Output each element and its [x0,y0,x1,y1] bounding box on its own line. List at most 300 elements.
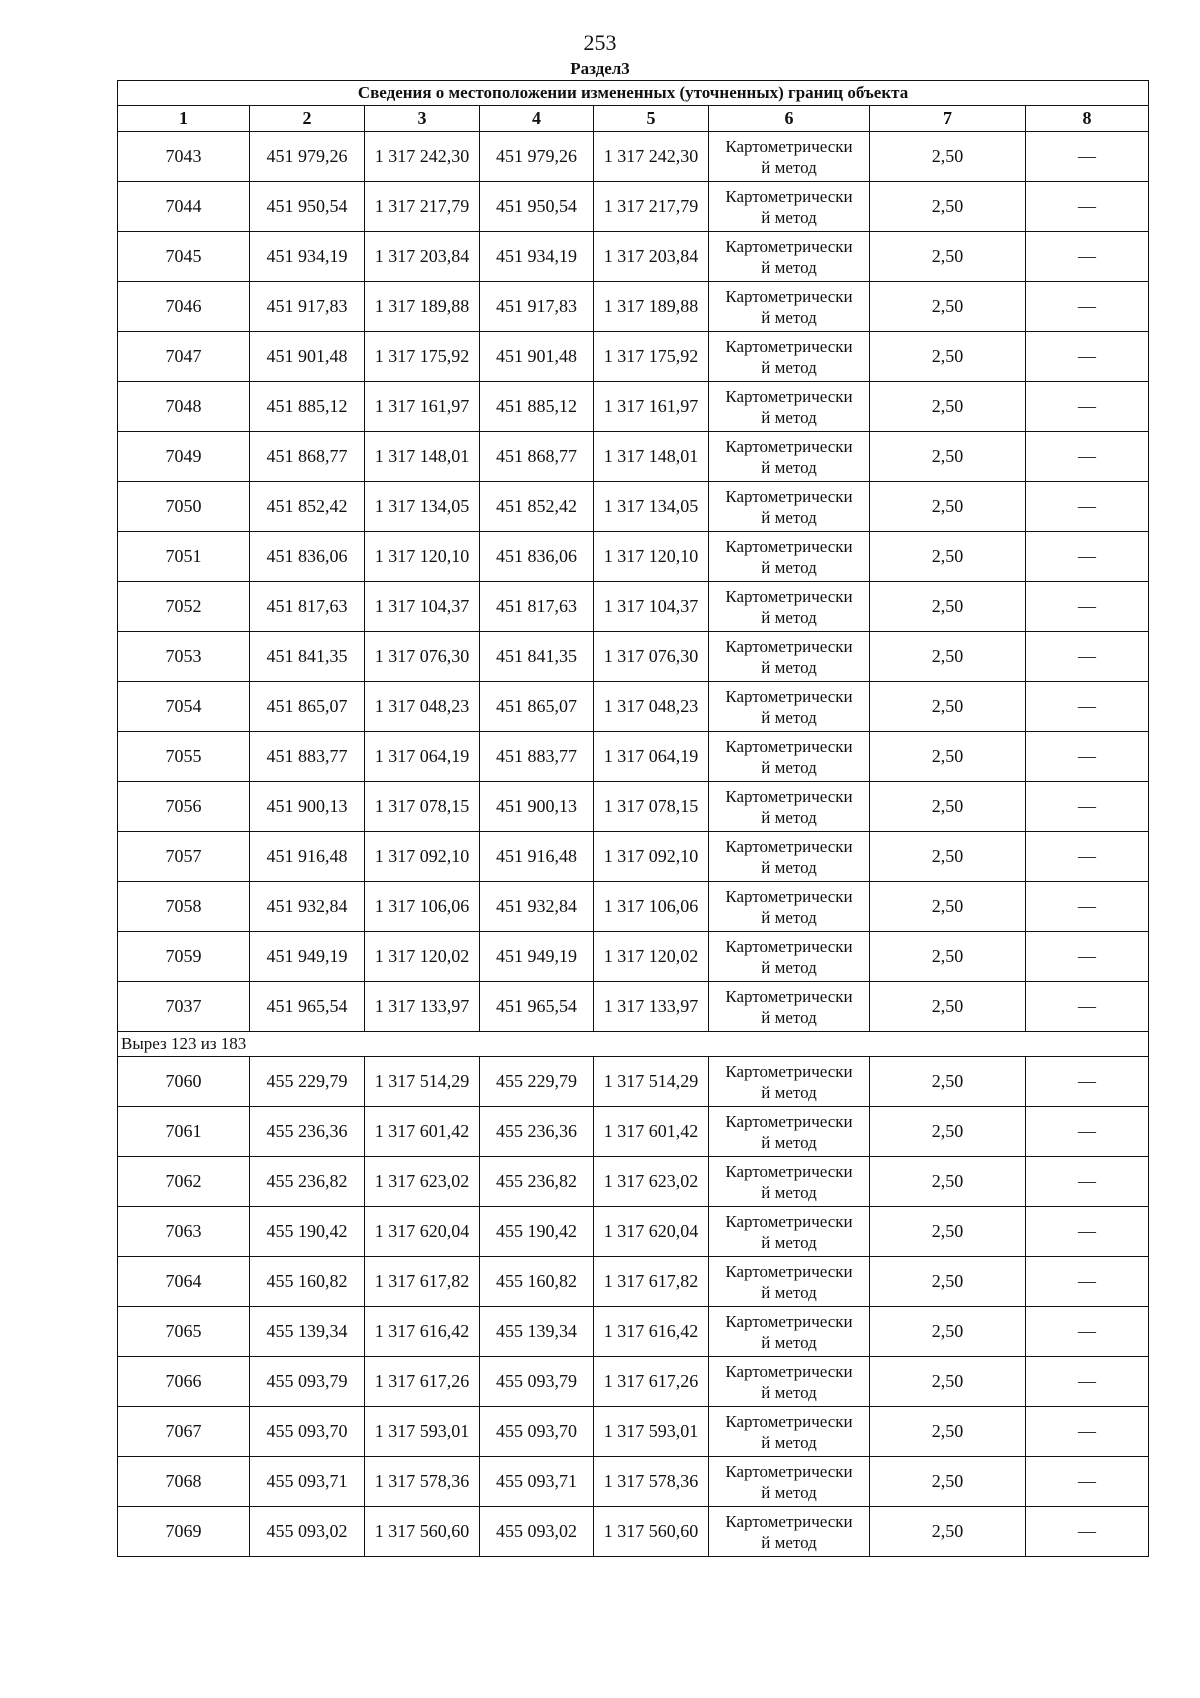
accuracy-cell: 2,50 [870,1107,1026,1157]
existing-y-cell: 1 317 189,88 [365,282,480,332]
method-cell [709,1107,870,1157]
method-line-2: й метод [761,1432,817,1452]
column-number: 3 [365,106,480,132]
method-line-2: й метод [761,707,817,727]
point-number-cell: 7048 [118,382,250,432]
existing-x-cell: 455 139,34 [250,1307,365,1357]
refined-y-cell: 1 317 217,79 [594,182,709,232]
method-line-1: Картометрически [725,186,853,206]
existing-x-cell: 451 965,54 [250,982,365,1032]
method-line-2: й метод [761,1382,817,1402]
refined-y-cell: 1 317 601,42 [594,1107,709,1157]
table-row [118,932,1149,982]
accuracy-cell: 2,50 [870,382,1026,432]
method-line-2: й метод [761,1007,817,1027]
existing-x-cell: 455 160,82 [250,1257,365,1307]
method-line-2: й метод [761,757,817,777]
method-line-1: Картометрически [725,1111,853,1131]
method-line-1: Картометрически [725,736,853,756]
point-number-cell: 7050 [118,482,250,532]
column-number: 2 [250,106,365,132]
accuracy-cell: 2,50 [870,232,1026,282]
method-line-2: й метод [761,307,817,327]
table-row [118,1457,1149,1507]
accuracy-cell: 2,50 [870,982,1026,1032]
method-line-2: й метод [761,257,817,277]
existing-x-cell: 451 901,48 [250,332,365,382]
table-row [118,1257,1149,1307]
method-line-1: Картометрически [725,1311,853,1331]
method-line-1: Картометрически [725,936,853,956]
refined-x-cell: 451 836,06 [480,532,594,582]
point-number-cell: 7052 [118,582,250,632]
existing-y-cell: 1 317 203,84 [365,232,480,282]
method-cell [709,332,870,382]
refined-x-cell: 455 093,71 [480,1457,594,1507]
refined-y-cell: 1 317 617,26 [594,1357,709,1407]
table-row [118,732,1149,782]
point-number-cell: 7067 [118,1407,250,1457]
accuracy-cell: 2,50 [870,582,1026,632]
method-line-1: Картометрически [725,986,853,1006]
note-cell: — [1026,282,1149,332]
method-line-2: й метод [761,507,817,527]
method-cell [709,1407,870,1457]
method-cell [709,532,870,582]
method-cell [709,1057,870,1107]
note-cell: — [1026,1307,1149,1357]
existing-y-cell: 1 317 242,30 [365,132,480,182]
method-cell [709,132,870,182]
method-line-1: Картометрически [725,886,853,906]
method-cell [709,282,870,332]
existing-x-cell: 455 229,79 [250,1057,365,1107]
note-cell: — [1026,1107,1149,1157]
accuracy-cell: 2,50 [870,732,1026,782]
refined-y-cell: 1 317 242,30 [594,132,709,182]
point-number-cell: 7049 [118,432,250,482]
refined-x-cell: 451 901,48 [480,332,594,382]
method-line-2: й метод [761,1482,817,1502]
refined-x-cell: 451 900,13 [480,782,594,832]
existing-y-cell: 1 317 120,10 [365,532,480,582]
note-cell: — [1026,232,1149,282]
method-line-2: й метод [761,607,817,627]
method-cell [709,1157,870,1207]
method-line-1: Картометрически [725,1061,853,1081]
existing-x-cell: 455 236,36 [250,1107,365,1157]
point-number-cell: 7047 [118,332,250,382]
table-row [118,582,1149,632]
note-cell: — [1026,532,1149,582]
existing-x-cell: 451 900,13 [250,782,365,832]
accuracy-cell: 2,50 [870,782,1026,832]
existing-x-cell: 451 950,54 [250,182,365,232]
method-line-1: Картометрически [725,436,853,456]
refined-x-cell: 451 979,26 [480,132,594,182]
note-cell: — [1026,382,1149,432]
table-caption: Сведения о местоположении измененных (уточненных) границ объекта [118,81,1149,106]
table-row [118,532,1149,582]
method-cell [709,982,870,1032]
note-cell: — [1026,332,1149,382]
existing-x-cell: 451 868,77 [250,432,365,482]
table-row [118,1207,1149,1257]
point-number-cell: 7061 [118,1107,250,1157]
method-line-1: Картометрически [725,1511,853,1531]
method-line-2: й метод [761,1332,817,1352]
note-cell: — [1026,782,1149,832]
method-line-2: й метод [761,357,817,377]
note-cell: — [1026,582,1149,632]
point-number-cell: 7045 [118,232,250,282]
method-cell [709,1457,870,1507]
method-cell [709,732,870,782]
note-cell: — [1026,1257,1149,1307]
existing-y-cell: 1 317 601,42 [365,1107,480,1157]
note-cell: — [1026,682,1149,732]
method-line-2: й метод [761,1082,817,1102]
method-line-1: Картометрически [725,1461,853,1481]
accuracy-cell: 2,50 [870,882,1026,932]
column-number: 8 [1026,106,1149,132]
refined-x-cell: 451 934,19 [480,232,594,282]
existing-y-cell: 1 317 623,02 [365,1157,480,1207]
refined-y-cell: 1 317 064,19 [594,732,709,782]
table-body [118,132,1149,1557]
method-line-1: Картометрически [725,286,853,306]
column-number-row [118,106,1149,132]
existing-x-cell: 455 093,79 [250,1357,365,1407]
method-line-2: й метод [761,1232,817,1252]
method-line-2: й метод [761,807,817,827]
refined-x-cell: 455 160,82 [480,1257,594,1307]
table-row [118,282,1149,332]
accuracy-cell: 2,50 [870,932,1026,982]
existing-x-cell: 451 865,07 [250,682,365,732]
method-line-1: Картометрически [725,786,853,806]
existing-y-cell: 1 317 106,06 [365,882,480,932]
existing-y-cell: 1 317 617,26 [365,1357,480,1407]
table-row [118,482,1149,532]
refined-x-cell: 451 917,83 [480,282,594,332]
method-line-1: Картометрически [725,486,853,506]
point-number-cell: 7056 [118,782,250,832]
point-number-cell: 7055 [118,732,250,782]
accuracy-cell: 2,50 [870,1207,1026,1257]
refined-x-cell: 451 965,54 [480,982,594,1032]
existing-y-cell: 1 317 048,23 [365,682,480,732]
method-cell [709,1207,870,1257]
point-number-cell: 7068 [118,1457,250,1507]
point-number-cell: 7037 [118,982,250,1032]
refined-y-cell: 1 317 593,01 [594,1407,709,1457]
point-number-cell: 7063 [118,1207,250,1257]
note-cell: — [1026,1457,1149,1507]
existing-x-cell: 451 916,48 [250,832,365,882]
subsection-row [118,1032,1149,1057]
method-cell [709,1507,870,1557]
column-number: 4 [480,106,594,132]
accuracy-cell: 2,50 [870,1357,1026,1407]
point-number-cell: 7060 [118,1057,250,1107]
existing-y-cell: 1 317 617,82 [365,1257,480,1307]
accuracy-cell: 2,50 [870,132,1026,182]
table-row [118,1307,1149,1357]
table-row [118,782,1149,832]
accuracy-cell: 2,50 [870,832,1026,882]
method-line-2: й метод [761,1182,817,1202]
refined-y-cell: 1 317 106,06 [594,882,709,932]
method-line-1: Картометрически [725,1361,853,1381]
accuracy-cell: 2,50 [870,632,1026,682]
existing-y-cell: 1 317 514,29 [365,1057,480,1107]
point-number-cell: 7043 [118,132,250,182]
table-row [118,982,1149,1032]
point-number-cell: 7059 [118,932,250,982]
accuracy-cell: 2,50 [870,482,1026,532]
refined-x-cell: 451 841,35 [480,632,594,682]
point-number-cell: 7044 [118,182,250,232]
note-cell: — [1026,732,1149,782]
note-cell: — [1026,832,1149,882]
table-row [118,1157,1149,1207]
table-row [118,832,1149,882]
method-line-2: й метод [761,1282,817,1302]
refined-y-cell: 1 317 161,97 [594,382,709,432]
existing-x-cell: 455 093,71 [250,1457,365,1507]
existing-y-cell: 1 317 120,02 [365,932,480,982]
method-cell [709,582,870,632]
refined-y-cell: 1 317 120,10 [594,532,709,582]
existing-x-cell: 455 093,02 [250,1507,365,1557]
existing-x-cell: 451 817,63 [250,582,365,632]
existing-x-cell: 451 917,83 [250,282,365,332]
column-number: 6 [709,106,870,132]
point-number-cell: 7057 [118,832,250,882]
refined-x-cell: 451 817,63 [480,582,594,632]
refined-y-cell: 1 317 203,84 [594,232,709,282]
refined-x-cell: 451 950,54 [480,182,594,232]
note-cell: — [1026,132,1149,182]
method-cell [709,932,870,982]
method-line-2: й метод [761,957,817,977]
refined-y-cell: 1 317 120,02 [594,932,709,982]
note-cell: — [1026,982,1149,1032]
method-line-1: Картометрически [725,1261,853,1281]
method-line-2: й метод [761,457,817,477]
existing-x-cell: 455 236,82 [250,1157,365,1207]
refined-x-cell: 455 236,82 [480,1157,594,1207]
table-row [118,682,1149,732]
method-cell [709,682,870,732]
method-line-2: й метод [761,857,817,877]
method-cell [709,832,870,882]
point-number-cell: 7058 [118,882,250,932]
refined-y-cell: 1 317 616,42 [594,1307,709,1357]
existing-x-cell: 451 885,12 [250,382,365,432]
method-line-2: й метод [761,407,817,427]
existing-x-cell: 451 852,42 [250,482,365,532]
point-number-cell: 7069 [118,1507,250,1557]
refined-x-cell: 455 093,02 [480,1507,594,1557]
table-row [118,132,1149,182]
page-number: 253 [583,30,617,55]
note-cell: — [1026,1157,1149,1207]
table-row [118,182,1149,232]
existing-y-cell: 1 317 134,05 [365,482,480,532]
refined-x-cell: 451 883,77 [480,732,594,782]
refined-x-cell: 451 932,84 [480,882,594,932]
method-line-1: Картометрически [725,636,853,656]
method-line-1: Картометрически [725,1211,853,1231]
accuracy-cell: 2,50 [870,282,1026,332]
method-cell [709,482,870,532]
boundary-coordinates-table [117,80,1149,1557]
method-line-1: Картометрически [725,1161,853,1181]
accuracy-cell: 2,50 [870,432,1026,482]
accuracy-cell: 2,50 [870,1157,1026,1207]
table-row [118,1357,1149,1407]
refined-y-cell: 1 317 560,60 [594,1507,709,1557]
method-cell [709,382,870,432]
method-line-2: й метод [761,557,817,577]
method-cell [709,1307,870,1357]
existing-x-cell: 455 093,70 [250,1407,365,1457]
note-cell: — [1026,1207,1149,1257]
point-number-cell: 7064 [118,1257,250,1307]
note-cell: — [1026,932,1149,982]
table-row [118,382,1149,432]
point-number-cell: 7053 [118,632,250,682]
note-cell: — [1026,482,1149,532]
refined-x-cell: 451 868,77 [480,432,594,482]
refined-y-cell: 1 317 623,02 [594,1157,709,1207]
point-number-cell: 7065 [118,1307,250,1357]
point-number-cell: 7062 [118,1157,250,1207]
table-row [118,882,1149,932]
point-number-cell: 7054 [118,682,250,732]
accuracy-cell: 2,50 [870,1257,1026,1307]
method-cell [709,232,870,282]
refined-x-cell: 455 093,70 [480,1407,594,1457]
existing-y-cell: 1 317 578,36 [365,1457,480,1507]
accuracy-cell: 2,50 [870,1407,1026,1457]
refined-x-cell: 455 139,34 [480,1307,594,1357]
refined-y-cell: 1 317 104,37 [594,582,709,632]
table-row [118,1507,1149,1557]
existing-y-cell: 1 317 620,04 [365,1207,480,1257]
existing-x-cell: 451 836,06 [250,532,365,582]
method-cell [709,1357,870,1407]
refined-y-cell: 1 317 175,92 [594,332,709,382]
accuracy-cell: 2,50 [870,1457,1026,1507]
column-number: 5 [594,106,709,132]
existing-x-cell: 451 932,84 [250,882,365,932]
existing-x-cell: 451 841,35 [250,632,365,682]
refined-y-cell: 1 317 076,30 [594,632,709,682]
method-cell [709,432,870,482]
accuracy-cell: 2,50 [870,532,1026,582]
method-cell [709,182,870,232]
table-row [118,1057,1149,1107]
point-number-cell: 7046 [118,282,250,332]
refined-y-cell: 1 317 617,82 [594,1257,709,1307]
refined-x-cell: 451 916,48 [480,832,594,882]
table-row [118,632,1149,682]
refined-x-cell: 451 852,42 [480,482,594,532]
method-line-1: Картометрически [725,586,853,606]
existing-y-cell: 1 317 616,42 [365,1307,480,1357]
point-number-cell: 7066 [118,1357,250,1407]
note-cell: — [1026,1357,1149,1407]
method-line-2: й метод [761,157,817,177]
refined-x-cell: 455 236,36 [480,1107,594,1157]
note-cell: — [1026,1057,1149,1107]
refined-y-cell: 1 317 092,10 [594,832,709,882]
method-line-1: Картометрически [725,536,853,556]
accuracy-cell: 2,50 [870,1507,1026,1557]
existing-y-cell: 1 317 104,37 [365,582,480,632]
note-cell: — [1026,882,1149,932]
method-line-1: Картометрически [725,386,853,406]
existing-y-cell: 1 317 078,15 [365,782,480,832]
point-number-cell: 7051 [118,532,250,582]
subsection-heading: Вырез 123 из 183 [118,1032,1149,1057]
note-cell: — [1026,1507,1149,1557]
refined-y-cell: 1 317 148,01 [594,432,709,482]
method-line-2: й метод [761,907,817,927]
column-number: 7 [870,106,1026,132]
column-number: 1 [118,106,250,132]
existing-y-cell: 1 317 560,60 [365,1507,480,1557]
accuracy-cell: 2,50 [870,682,1026,732]
table-row [118,332,1149,382]
existing-x-cell: 451 979,26 [250,132,365,182]
existing-y-cell: 1 317 064,19 [365,732,480,782]
refined-x-cell: 451 885,12 [480,382,594,432]
method-line-2: й метод [761,657,817,677]
accuracy-cell: 2,50 [870,1057,1026,1107]
existing-y-cell: 1 317 092,10 [365,832,480,882]
method-line-1: Картометрически [725,236,853,256]
existing-x-cell: 451 949,19 [250,932,365,982]
method-line-1: Картометрически [725,136,853,156]
refined-x-cell: 455 190,42 [480,1207,594,1257]
method-cell [709,632,870,682]
existing-y-cell: 1 317 148,01 [365,432,480,482]
method-line-1: Картометрически [725,686,853,706]
existing-x-cell: 451 883,77 [250,732,365,782]
method-line-1: Картометрически [725,836,853,856]
method-line-2: й метод [761,1532,817,1552]
refined-x-cell: 451 865,07 [480,682,594,732]
existing-y-cell: 1 317 133,97 [365,982,480,1032]
note-cell: — [1026,432,1149,482]
table-row [118,1107,1149,1157]
method-line-1: Картометрически [725,1411,853,1431]
existing-y-cell: 1 317 161,97 [365,382,480,432]
refined-y-cell: 1 317 514,29 [594,1057,709,1107]
note-cell: — [1026,182,1149,232]
existing-y-cell: 1 317 076,30 [365,632,480,682]
existing-y-cell: 1 317 175,92 [365,332,480,382]
accuracy-cell: 2,50 [870,1307,1026,1357]
accuracy-cell: 2,50 [870,182,1026,232]
refined-y-cell: 1 317 133,97 [594,982,709,1032]
refined-x-cell: 455 229,79 [480,1057,594,1107]
refined-y-cell: 1 317 189,88 [594,282,709,332]
